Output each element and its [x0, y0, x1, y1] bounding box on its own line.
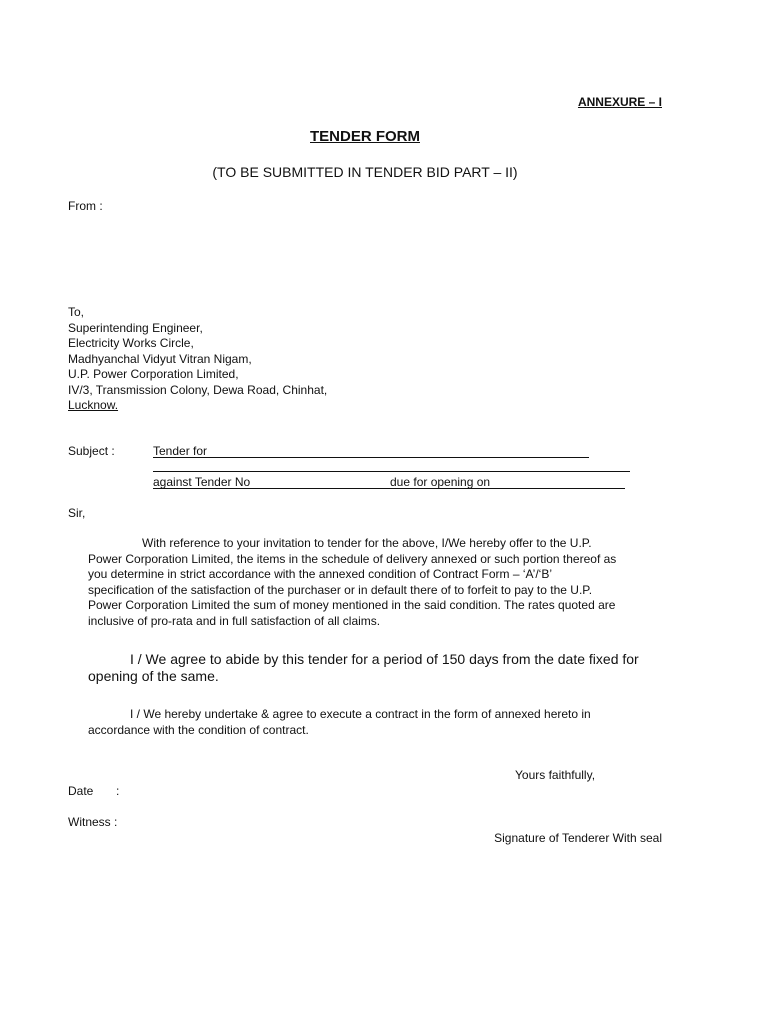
- witness-label: Witness :: [68, 815, 118, 829]
- subject-label: Subject :: [68, 444, 115, 458]
- tender-for-label: Tender for: [153, 444, 208, 458]
- offer-paragraph: [88, 536, 662, 629]
- paragraph-line: specification of the satisfaction of the purchaser or in default there of to forfeit to pay to the U.P.: [88, 582, 593, 597]
- paragraph-line: Power Corporation Limited the sum of money mentioned in the said condition. The rates quoted are: [88, 598, 616, 612]
- address-line: To,: [68, 305, 85, 319]
- tender-description-line[interactable]: [153, 471, 630, 472]
- paragraph-line: I / We agree to abide by this tender for a period of 150 days from the date fixed for: [130, 651, 639, 667]
- tender-for-line[interactable]: [153, 457, 589, 458]
- address-line: Madhyanchal Vidyut Vitran Nigam,: [68, 351, 252, 366]
- address-line: IV/3, Transmission Colony, Dewa Road, Chinhat,: [68, 382, 328, 397]
- due-for-opening-label: due for opening on: [390, 475, 491, 489]
- paragraph-line: With reference to your invitation to tender for the above, I/We hereby offer to the U.P.: [142, 536, 592, 550]
- salutation: Sir,: [68, 506, 86, 520]
- paragraph-line: Power Corporation Limited, the items in the schedule of delivery annexed or such portion thereof as: [88, 551, 617, 566]
- paragraph-line: you determine in strict accordance with the annexed condition of Contract Form – ‘A’/‘B’: [88, 567, 553, 581]
- undertaking-paragraph: [88, 707, 662, 738]
- paragraph-line: I / We hereby undertake & agree to execute a contract in the form of annexed hereto in: [130, 707, 591, 721]
- date-colon: :: [116, 784, 120, 798]
- yours-faithfully: Yours faithfully,: [515, 768, 596, 782]
- date-label: Date: [68, 784, 94, 798]
- address-line-city: Lucknow.: [68, 398, 119, 412]
- paragraph-line: accordance with the condition of contract.: [88, 722, 309, 737]
- validity-paragraph: [88, 651, 662, 685]
- tender-no-line[interactable]: [153, 488, 625, 489]
- address-block: [68, 305, 327, 414]
- annexure-label: ANNEXURE – I: [577, 95, 662, 109]
- form-subtitle: (TO BE SUBMITTED IN TENDER BID PART – II): [212, 164, 518, 180]
- address-line: Superintending Engineer,: [68, 320, 203, 335]
- from-label: From :: [68, 199, 103, 213]
- signature-label: Signature of Tenderer With seal: [494, 831, 662, 845]
- address-line: U.P. Power Corporation Limited,: [68, 367, 239, 381]
- paragraph-line: inclusive of pro-rata and in full satisfaction of all claims.: [88, 613, 381, 628]
- paragraph-line: opening of the same.: [88, 668, 219, 684]
- address-line: Electricity Works Circle,: [68, 336, 194, 350]
- against-tender-no-label: against Tender No: [153, 475, 251, 489]
- form-title: TENDER FORM: [310, 128, 420, 145]
